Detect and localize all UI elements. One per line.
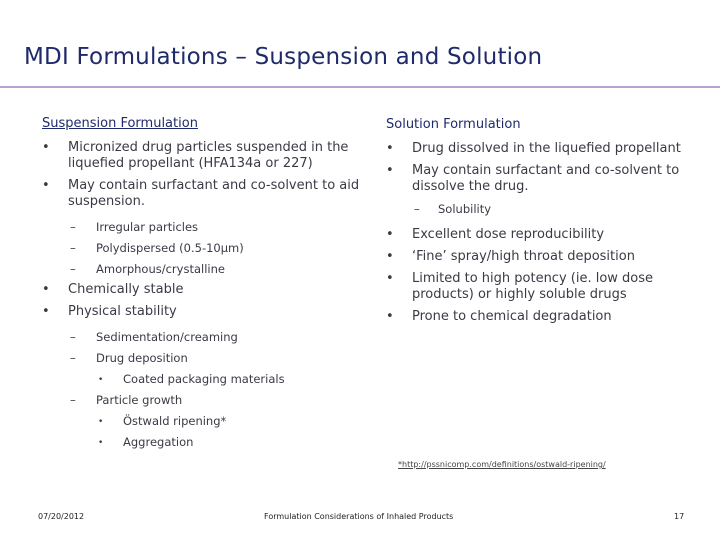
bullet-text: Drug dissolved in the liquefied propellant	[412, 141, 681, 156]
suspension-subbullet	[42, 261, 362, 277]
bullet-icon: •	[386, 249, 394, 264]
bullet-icon: •	[98, 375, 104, 385]
suspension-column	[42, 116, 362, 455]
solution-subbullet	[386, 201, 696, 217]
footer-title: Formulation Considerations of Inhaled Products	[264, 512, 454, 521]
bullet-icon: •	[42, 304, 50, 319]
bullet-icon: •	[42, 178, 50, 193]
suspension-subbullet	[42, 392, 362, 408]
bullet-text: May contain surfactant and co-solvent to dissolve the drug.	[412, 163, 680, 194]
subbullet-text: Amorphous/crystalline	[96, 262, 225, 276]
subbullet-text: Solubility	[438, 202, 492, 216]
subbullet-text: Polydispersed (0.5-10μm)	[96, 241, 244, 255]
title-divider	[0, 86, 720, 88]
suspension-bullet	[42, 178, 362, 210]
dash-icon: –	[414, 202, 420, 216]
bullet-text: Micronized drug particles suspended in the liquefied propellant (HFA134a or 227)	[68, 140, 349, 171]
subbullet-text: Sedimentation/creaming	[96, 330, 238, 344]
dash-icon: –	[70, 393, 76, 407]
bullet-text: Limited to high potency (ie. low dose products) or highly soluble drugs	[412, 271, 654, 302]
suspension-subsubbullet	[42, 413, 362, 429]
bullet-icon: •	[386, 309, 394, 324]
suspension-subbullet	[42, 240, 362, 256]
solution-bullet	[386, 227, 696, 243]
suspension-subbullet	[42, 219, 362, 235]
suspension-subsubbullet	[42, 371, 362, 387]
solution-bullet	[386, 309, 696, 325]
subsubbullet-text: Östwald ripening*	[123, 414, 227, 428]
solution-bullet	[386, 163, 696, 195]
bullet-icon: •	[98, 438, 104, 448]
subsubbullet-text: Coated packaging materials	[123, 372, 285, 386]
footer-date: 07/20/2012	[38, 512, 85, 521]
bullet-icon: •	[42, 282, 50, 297]
dash-icon: –	[70, 262, 76, 276]
solution-bullet	[386, 249, 696, 265]
suspension-subsubbullet	[42, 434, 362, 450]
bullet-icon: •	[386, 163, 394, 178]
bullet-icon: •	[386, 227, 394, 242]
subsubbullet-text: Aggregation	[123, 435, 194, 449]
bullet-icon: •	[386, 271, 394, 286]
subbullet-text: Irregular particles	[96, 220, 199, 234]
bullet-text: Prone to chemical degradation	[412, 309, 612, 324]
suspension-bullet	[42, 140, 362, 172]
bullet-icon: •	[98, 417, 104, 427]
footnote-link[interactable]: *http://pssnicomp.com/definitions/ostwald-ripening/	[398, 460, 606, 469]
bullet-icon: •	[386, 141, 394, 156]
bullet-icon: •	[42, 140, 50, 155]
subbullet-text: Drug deposition	[96, 351, 188, 365]
bullet-text: Excellent dose reproducibility	[412, 227, 605, 242]
solution-bullet	[386, 141, 696, 157]
solution-heading: Solution Formulation	[386, 117, 521, 132]
suspension-bullet	[42, 304, 362, 320]
page-number: 17	[674, 512, 685, 521]
suspension-subbullet	[42, 329, 362, 345]
suspension-subbullet	[42, 350, 362, 366]
bullet-text: ‘Fine’ spray/high throat deposition	[412, 249, 635, 264]
suspension-heading: Suspension Formulation	[42, 116, 198, 131]
subbullet-text: Particle growth	[96, 393, 183, 407]
suspension-bullet	[42, 282, 362, 298]
dash-icon: –	[70, 330, 76, 344]
bullet-text: Chemically stable	[68, 282, 184, 297]
bullet-text: May contain surfactant and co-solvent to aid suspension.	[68, 178, 360, 209]
dash-icon: –	[70, 241, 76, 255]
solution-bullet	[386, 271, 696, 303]
dash-icon: –	[70, 220, 76, 234]
bullet-text: Physical stability	[68, 304, 177, 319]
solution-column	[386, 117, 696, 331]
dash-icon: –	[70, 351, 76, 365]
slide-title: MDI Formulations – Suspension and Solution	[24, 44, 543, 70]
